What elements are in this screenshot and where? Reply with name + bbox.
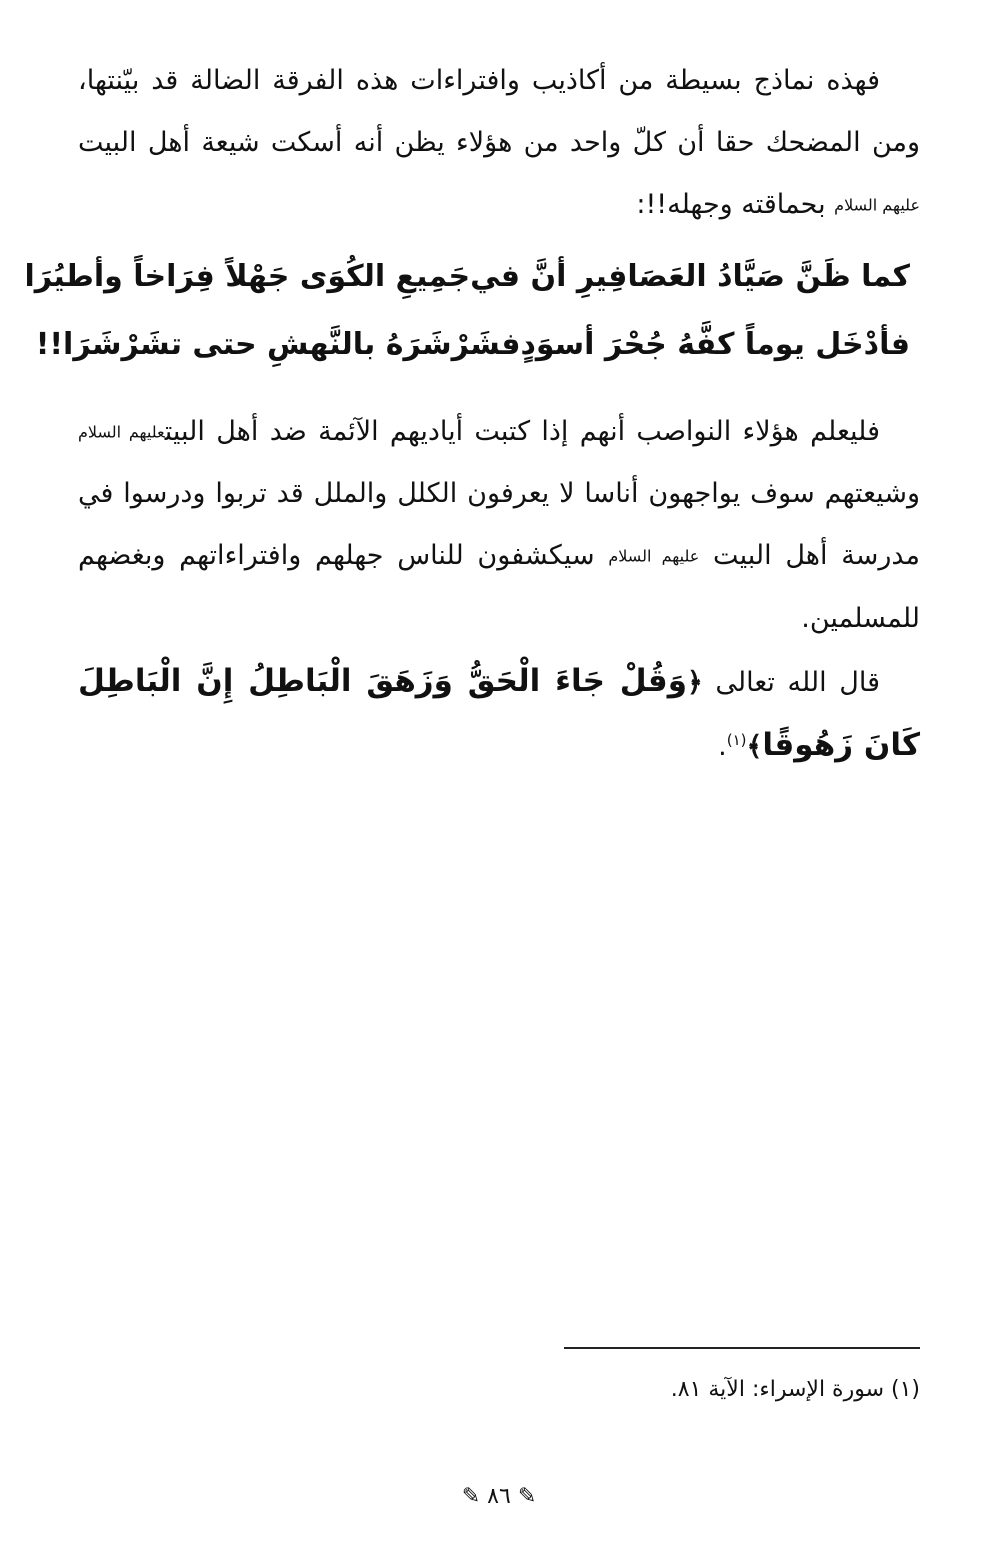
paragraph-warning-part-2: وشيعتهم سوف يواجهون أناسا لا يعرفون الكلل والملل قد تربوا ودرسوا في مدرسة أهل البيت [78, 478, 920, 571]
footnote-reference[interactable]: (١) [726, 730, 747, 749]
footnote [78, 1372, 920, 1408]
page-ornament-icon: ✎ [517, 1484, 537, 1509]
paragraph-warning-part-3: سيكشفون للناس جهلهم وافتراءاتهم وبغضهم للمسلمين. [78, 540, 920, 634]
salat-symbol: عليهم السلام [834, 195, 920, 215]
quran-brace-open: ﴿ [686, 666, 703, 698]
page-body [24, 50, 920, 778]
quote-intro: قال الله تعالى [702, 666, 881, 698]
salat-symbol: عليهم السلام [78, 422, 165, 441]
paragraph-quran-quote [78, 650, 920, 778]
verse-2-second-hemistich: فشَرْشَرَهُ بالنَّهشِ حتى تشَرْشَرَا!! [35, 327, 521, 362]
quran-brace-close: ﴾ [746, 730, 763, 762]
page-number-value: ٨٦ [487, 1484, 511, 1509]
paragraph-intro-end: بحماقته وجهله!!: [636, 189, 835, 220]
paragraph-intro [78, 50, 920, 237]
poem-verse-2 [35, 311, 920, 379]
verse-2-first-hemistich: فأدْخَل يوماً كفَّهُ جُحْرَ أسوَدٍ [520, 327, 910, 362]
paragraph-warning-part-1: فليعلم هؤلاء النواصب أنهم إذا كتبت أياديهم الآئمة ضد أهل البيت [164, 415, 881, 447]
poem [24, 243, 920, 379]
page-number [0, 1484, 998, 1509]
poem-verse-1 [24, 243, 920, 311]
verse-1-first-hemistich: كما ظَنَّ صَيَّادُ العَصَافِيرِ أنَّ في [470, 259, 910, 294]
footnote-text: (١) سورة الإسراء: الآية ٨١. [670, 1377, 920, 1402]
verse-1-second-hemistich: جَمِيعِ الكُوَى جَهْلاً فِرَاخاً وأطيُرَا [24, 259, 471, 294]
paragraph-intro-text: فهذه نماذج بسيطة من أكاذيب وافتراءات هذه الفرقة الضالة قد بيّنتها، ومن المضحك حقا أن كلّ واحد من هؤلاء يظن أنه أسكت شيعة أهل البيت [78, 65, 920, 158]
footnote-separator [564, 1347, 920, 1349]
page-ornament-icon: ✎ [461, 1484, 481, 1509]
quran-verse: وَقُلْ جَاءَ الْحَقُّ وَزَهَقَ الْبَاطِلُ إِنَّ الْبَاطِلَ كَانَ زَهُوقًا [78, 662, 920, 763]
paragraph-warning [78, 401, 920, 650]
quote-end: . [718, 730, 727, 762]
salat-symbol: عليهم السلام [608, 546, 700, 566]
